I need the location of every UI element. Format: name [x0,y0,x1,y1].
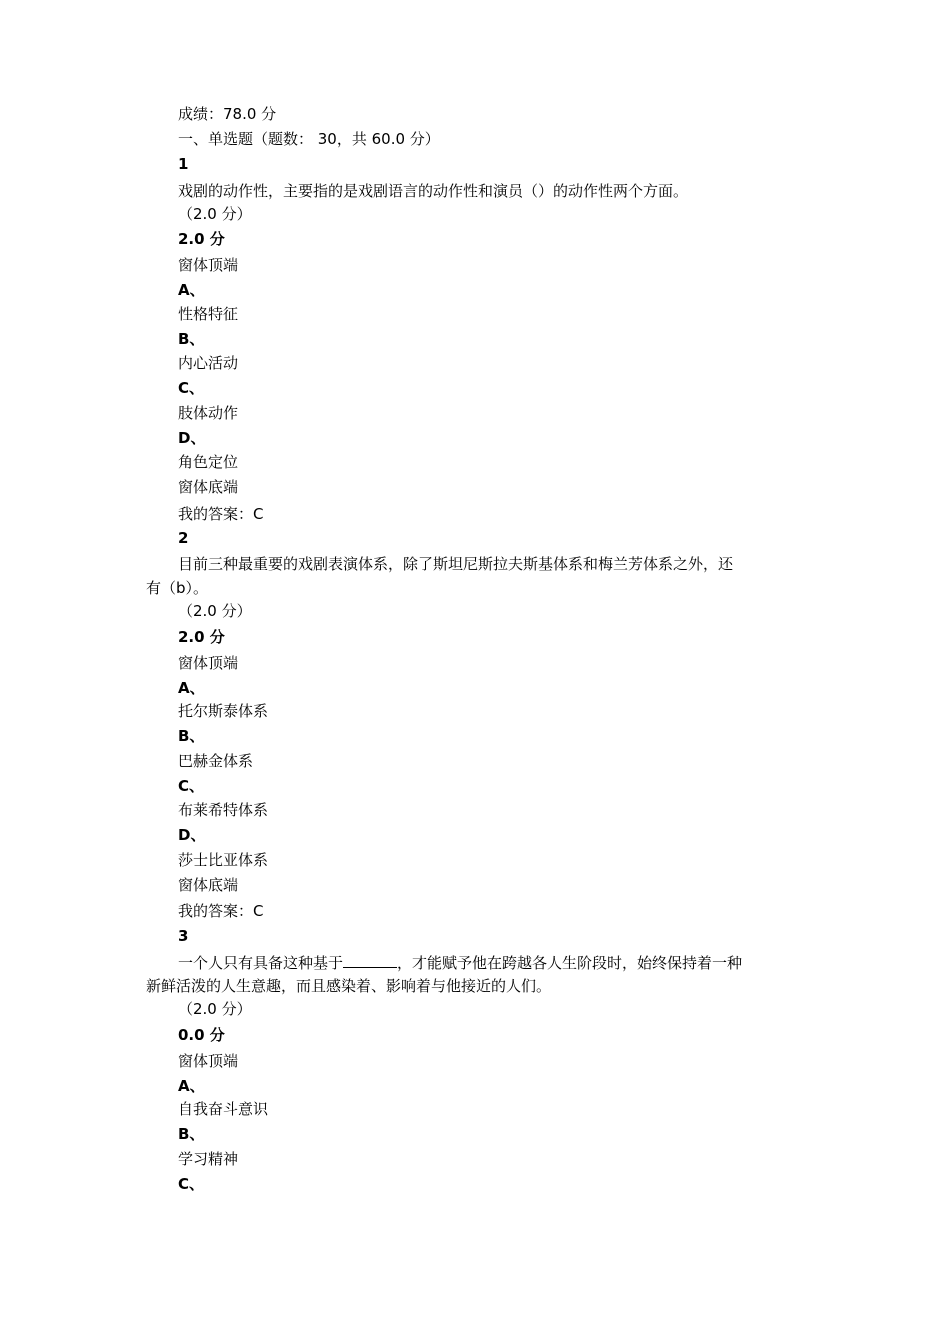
question-1-option-a-text[interactable]: 性格特征 [178,305,239,323]
question-1-option-c-letter: C、 [178,379,205,397]
question-2-option-d-letter: D、 [178,826,206,844]
question-2-option-c-letter: C、 [178,777,205,795]
question-3-option-a-letter: A、 [178,1077,205,1095]
question-1-stem: 戏剧的动作性，主要指的是戏剧语言的动作性和演员（）的动作性两个方面。 [178,182,689,200]
question-2-option-a-text[interactable]: 托尔斯泰体系 [178,702,269,720]
question-3-form-top: 窗体顶端 [178,1052,239,1070]
question-3-option-b-letter: B、 [178,1125,205,1143]
question-2-option-b-text[interactable]: 巴赫金体系 [178,752,254,770]
question-3-blank [343,953,397,968]
question-1-points: （2.0 分） [178,205,252,223]
question-2-option-a-letter: A、 [178,679,205,697]
question-2-stem-line1: 目前三种最重要的戏剧表演体系，除了斯坦尼斯拉夫斯基体系和梅兰芳体系之外，还 [178,555,734,573]
question-3-number: 3 [178,927,189,945]
question-3-stem-line2: 新鲜活泼的人生意趣，而且感染着、影响着与他接近的人们。 [146,977,552,995]
question-3-points: （2.0 分） [178,1000,252,1018]
question-2-form-bottom: 窗体底端 [178,876,239,894]
question-3-option-a-text[interactable]: 自我奋斗意识 [178,1100,269,1118]
question-3-option-b-text[interactable]: 学习精神 [178,1150,239,1168]
question-3-stem-line1 [178,953,742,972]
question-1-my-answer: 我的答案：C [178,505,264,523]
question-1-option-b-text[interactable]: 内心活动 [178,354,239,372]
question-1-form-top: 窗体顶端 [178,256,239,274]
question-1-option-a-letter: A、 [178,281,205,299]
score-line: 成绩：78.0 分 [178,105,277,123]
question-2-number: 2 [178,529,189,547]
question-1-option-c-text[interactable]: 肢体动作 [178,404,239,422]
question-2-earned: 2.0 分 [178,628,225,646]
question-2-option-d-text[interactable]: 莎士比亚体系 [178,851,269,869]
question-2-form-top: 窗体顶端 [178,654,239,672]
question-3-stem-part-b: ，才能赋予他在跨越各人生阶段时，始终保持着一种 [397,954,743,972]
section-title: 一、单选题（题数： 30，共 60.0 分） [178,130,440,148]
question-1-option-b-letter: B、 [178,330,205,348]
question-2-stem-line2: 有（b）。 [146,579,209,597]
question-1-number: 1 [178,155,189,173]
question-2-option-c-text[interactable]: 布莱希特体系 [178,801,269,819]
question-3-option-c-letter: C、 [178,1175,205,1193]
question-1-earned: 2.0 分 [178,230,225,248]
question-1-option-d-letter: D、 [178,429,206,447]
question-2-points: （2.0 分） [178,602,252,620]
question-3-stem-part-a: 一个人只有具备这种基于 [178,954,344,972]
question-1-option-d-text[interactable]: 角色定位 [178,453,239,471]
question-3-earned: 0.0 分 [178,1026,225,1044]
question-2-my-answer: 我的答案：C [178,902,264,920]
question-1-form-bottom: 窗体底端 [178,478,239,496]
question-2-option-b-letter: B、 [178,727,205,745]
